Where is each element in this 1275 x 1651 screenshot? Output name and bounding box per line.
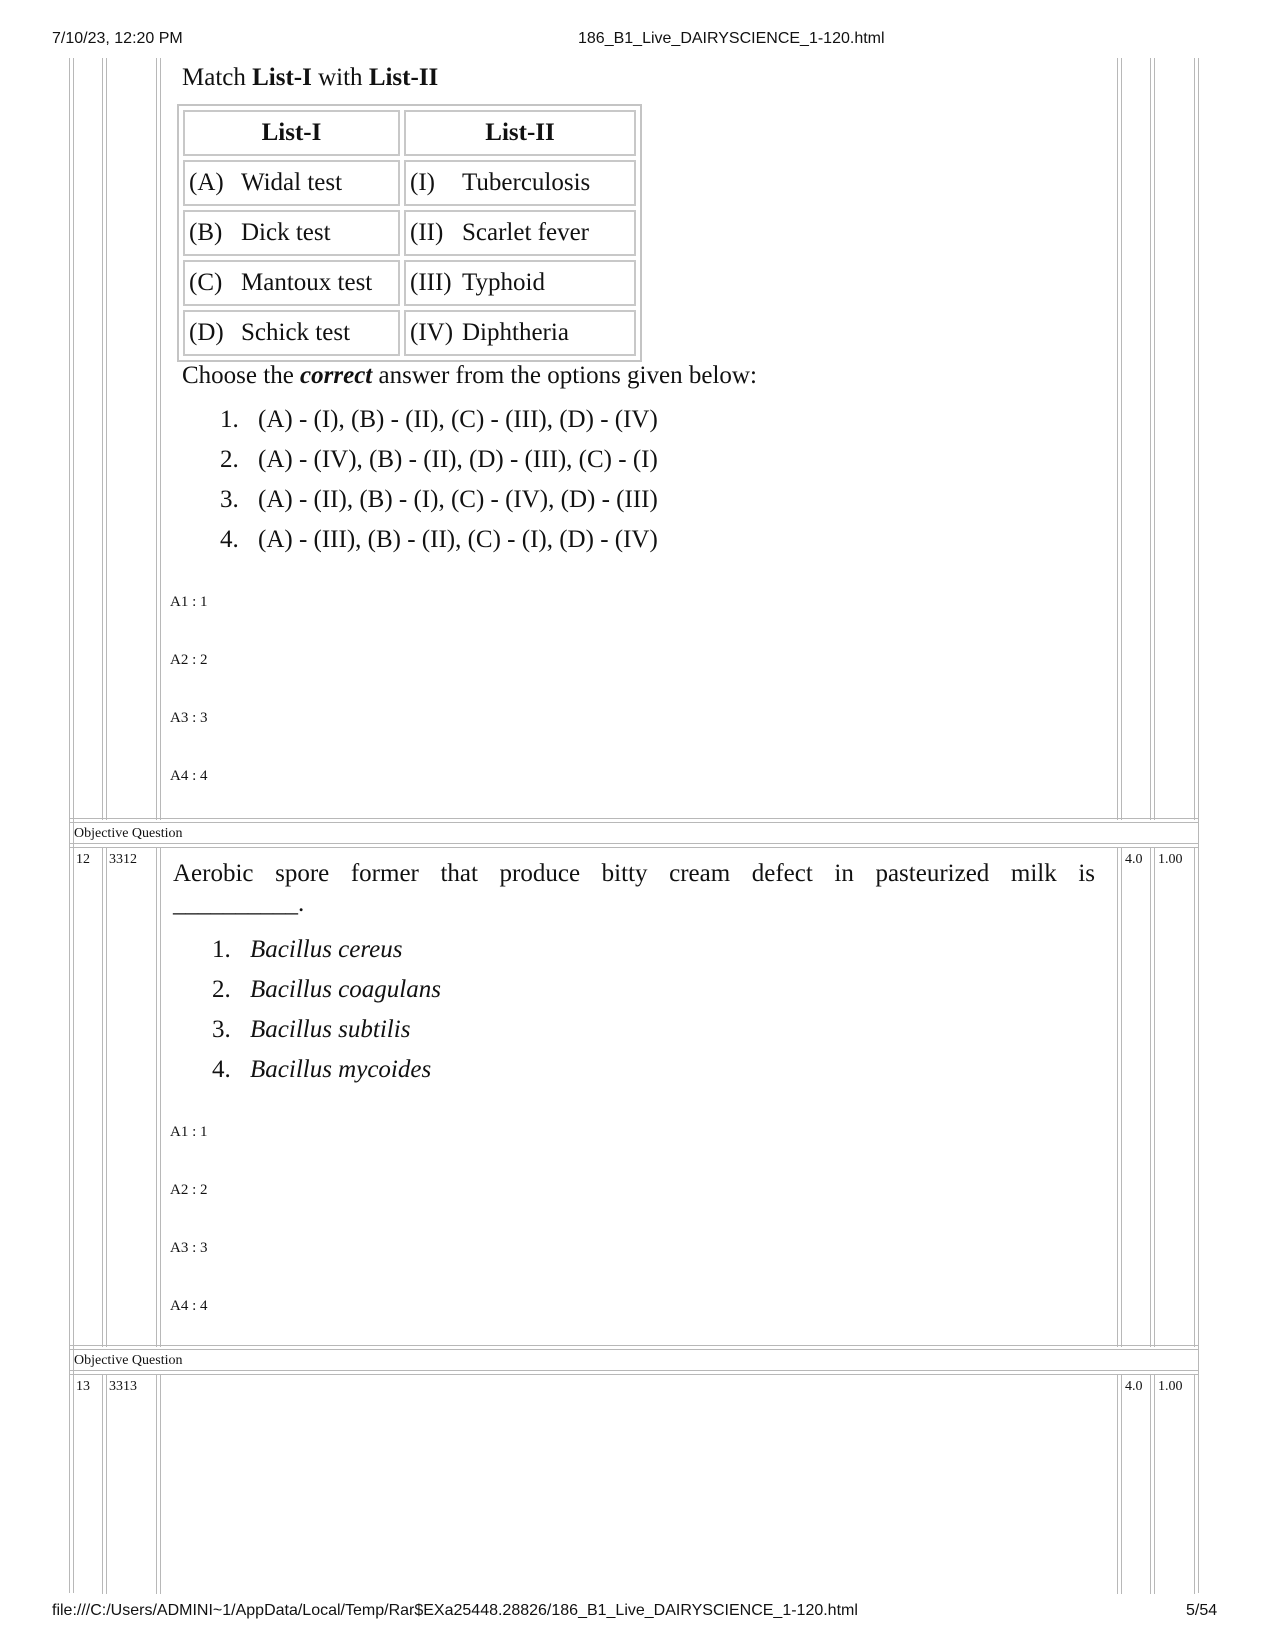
q12-question-id: 3312 <box>109 852 137 867</box>
q11-answer-1: A1 : 1 <box>170 594 208 610</box>
table-row: (D) Schick test (IV) Diphtheria <box>183 310 636 356</box>
q12-question-text: Aerobic spore former that produce bitty cream defect in pasteurized milk is <box>173 860 1095 887</box>
list-i-header: List-I <box>183 110 400 156</box>
q12-answer-4: A4 : 4 <box>170 1298 208 1314</box>
q12-answer-2: A2 : 2 <box>170 1182 208 1198</box>
print-file-path: file:///C:/Users/ADMINI~1/AppData/Local/Temp/Rar$EXa25448.28826/186_B1_Live_DAIRYSCIENCE_1-120.html <box>52 1602 858 1619</box>
list-item: 1. Bacillus cereus <box>212 936 403 963</box>
list-item: 4. (A) - (III), (B) - (II), (C) - (I), (D) - (IV) <box>220 526 658 553</box>
q11-options <box>220 400 658 560</box>
q13-question-id: 3313 <box>109 1379 137 1394</box>
list-item: 2. Bacillus coagulans <box>212 976 441 1003</box>
print-page-number: 5/54 <box>1186 1602 1218 1619</box>
table-row: (A) Widal test (I) Tuberculosis <box>183 160 636 206</box>
q12-type-label: Objective Question <box>74 826 183 841</box>
list-item: 4. Bacillus mycoides <box>212 1056 432 1083</box>
list-item: 3. (A) - (II), (B) - (I), (C) - (IV), (D) - (III) <box>220 486 658 513</box>
list-item: 3. Bacillus subtilis <box>212 1016 411 1043</box>
q12-serial: 12 <box>76 852 90 867</box>
print-doc-title: 186_B1_Live_DAIRYSCIENCE_1-120.html <box>578 30 885 47</box>
q12-answer-1: A1 : 1 <box>170 1124 208 1140</box>
table-row: (B) Dick test (II) Scarlet fever <box>183 210 636 256</box>
table-row: (C) Mantoux test (III) Typhoid <box>183 260 636 306</box>
match-title: Match List-I with List-II <box>182 64 439 91</box>
q13-negative-marks: 1.00 <box>1158 1379 1183 1394</box>
q12-negative-marks: 1.00 <box>1158 852 1183 867</box>
q13-type-label: Objective Question <box>74 1353 183 1368</box>
q12-blank: __________. <box>173 890 305 917</box>
q12-options <box>212 930 441 1090</box>
q11-answer-3: A3 : 3 <box>170 710 208 726</box>
q13-serial: 13 <box>76 1379 90 1394</box>
q13-marks: 4.0 <box>1125 1379 1143 1394</box>
print-datetime: 7/10/23, 12:20 PM <box>52 30 183 47</box>
list-ii-header: List-II <box>404 110 636 156</box>
choose-instruction: Choose the correct answer from the options given below: <box>182 362 757 389</box>
q11-answer-4: A4 : 4 <box>170 768 208 784</box>
q12-marks: 4.0 <box>1125 852 1143 867</box>
match-lists-table <box>177 104 642 362</box>
q12-answer-3: A3 : 3 <box>170 1240 208 1256</box>
list-item: 1. (A) - (I), (B) - (II), (C) - (III), (D) - (IV) <box>220 406 658 433</box>
list-item: 2. (A) - (IV), (B) - (II), (D) - (III), (C) - (I) <box>220 446 658 473</box>
q11-answer-2: A2 : 2 <box>170 652 208 668</box>
